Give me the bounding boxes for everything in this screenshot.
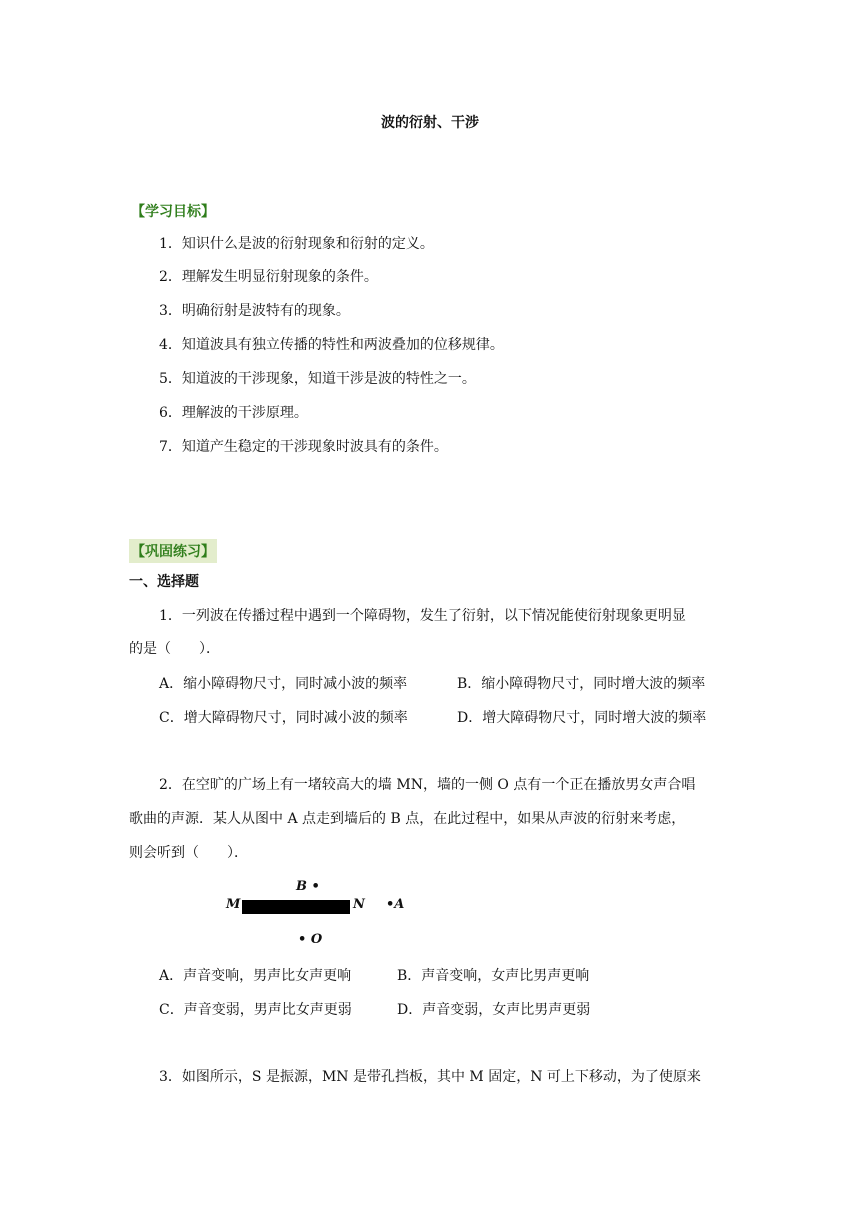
objective-item: 3．明确衍射是波特有的现象。 [159,303,350,319]
label-o: • O [298,932,323,947]
objective-item: 5．知道波的干涉现象，知道干涉是波的特性之一。 [159,371,476,387]
objective-item: 2．理解发生明显衍射现象的条件。 [159,269,378,285]
label-b: B • [296,879,320,894]
objective-item: 6．理解波的干涉原理。 [159,405,308,421]
question-stem: 3．如图所示，S 是振源，MN 是带孔挡板，其中 M 固定，N 可上下移动，为了使原来 [159,1069,701,1085]
objective-item: 1．知识什么是波的衍射现象和衍射的定义。 [159,236,434,252]
label-a: •A [386,897,405,912]
wall-diagram [222,876,412,948]
objective-item: 7．知道产生稳定的干涉现象时波具有的条件。 [159,439,448,455]
option-c: C．增大障碍物尺寸，同时减小波的频率 [159,710,408,726]
option-d: D．增大障碍物尺寸，同时增大波的频率 [457,710,707,726]
option-b: B．缩小障碍物尺寸，同时增大波的频率 [457,676,706,692]
label-m: M [226,897,241,912]
option-a: A．缩小障碍物尺寸，同时减小波的频率 [159,676,408,692]
question-stem: 歌曲的声源．某人从图中 A 点走到墙后的 B 点，在此过程中，如果从声波的衍射来考虑， [129,811,686,827]
option-b: B．声音变响，女声比男声更响 [397,968,590,984]
wall-mn [242,900,350,914]
option-a: A．声音变响，男声比女声更响 [159,968,352,984]
page-title: 波的衍射、干涉 [381,115,479,131]
question-stem: 的是（ ）． [129,641,220,657]
objectives-heading: 【学习目标】 [131,204,215,220]
option-c: C．声音变弱，男声比女声更弱 [159,1002,352,1018]
question-stem: 2．在空旷的广场上有一堵较高大的墙 MN，墙的一侧 O 点有一个正在播放男女声合唱 [159,777,696,793]
label-n: N [353,897,365,912]
question-stem: 1．一列波在传播过程中遇到一个障碍物，发生了衍射，以下情况能使衍射现象更明显 [159,608,686,624]
option-d: D．声音变弱，女声比男声更弱 [397,1002,591,1018]
objective-item: 4．知道波具有独立传播的特性和两波叠加的位移规律。 [159,337,504,353]
question-stem: 则会听到（ ）． [129,845,248,861]
practice-heading: 【巩固练习】 [129,539,217,563]
part1-heading: 一、选择题 [129,574,199,590]
